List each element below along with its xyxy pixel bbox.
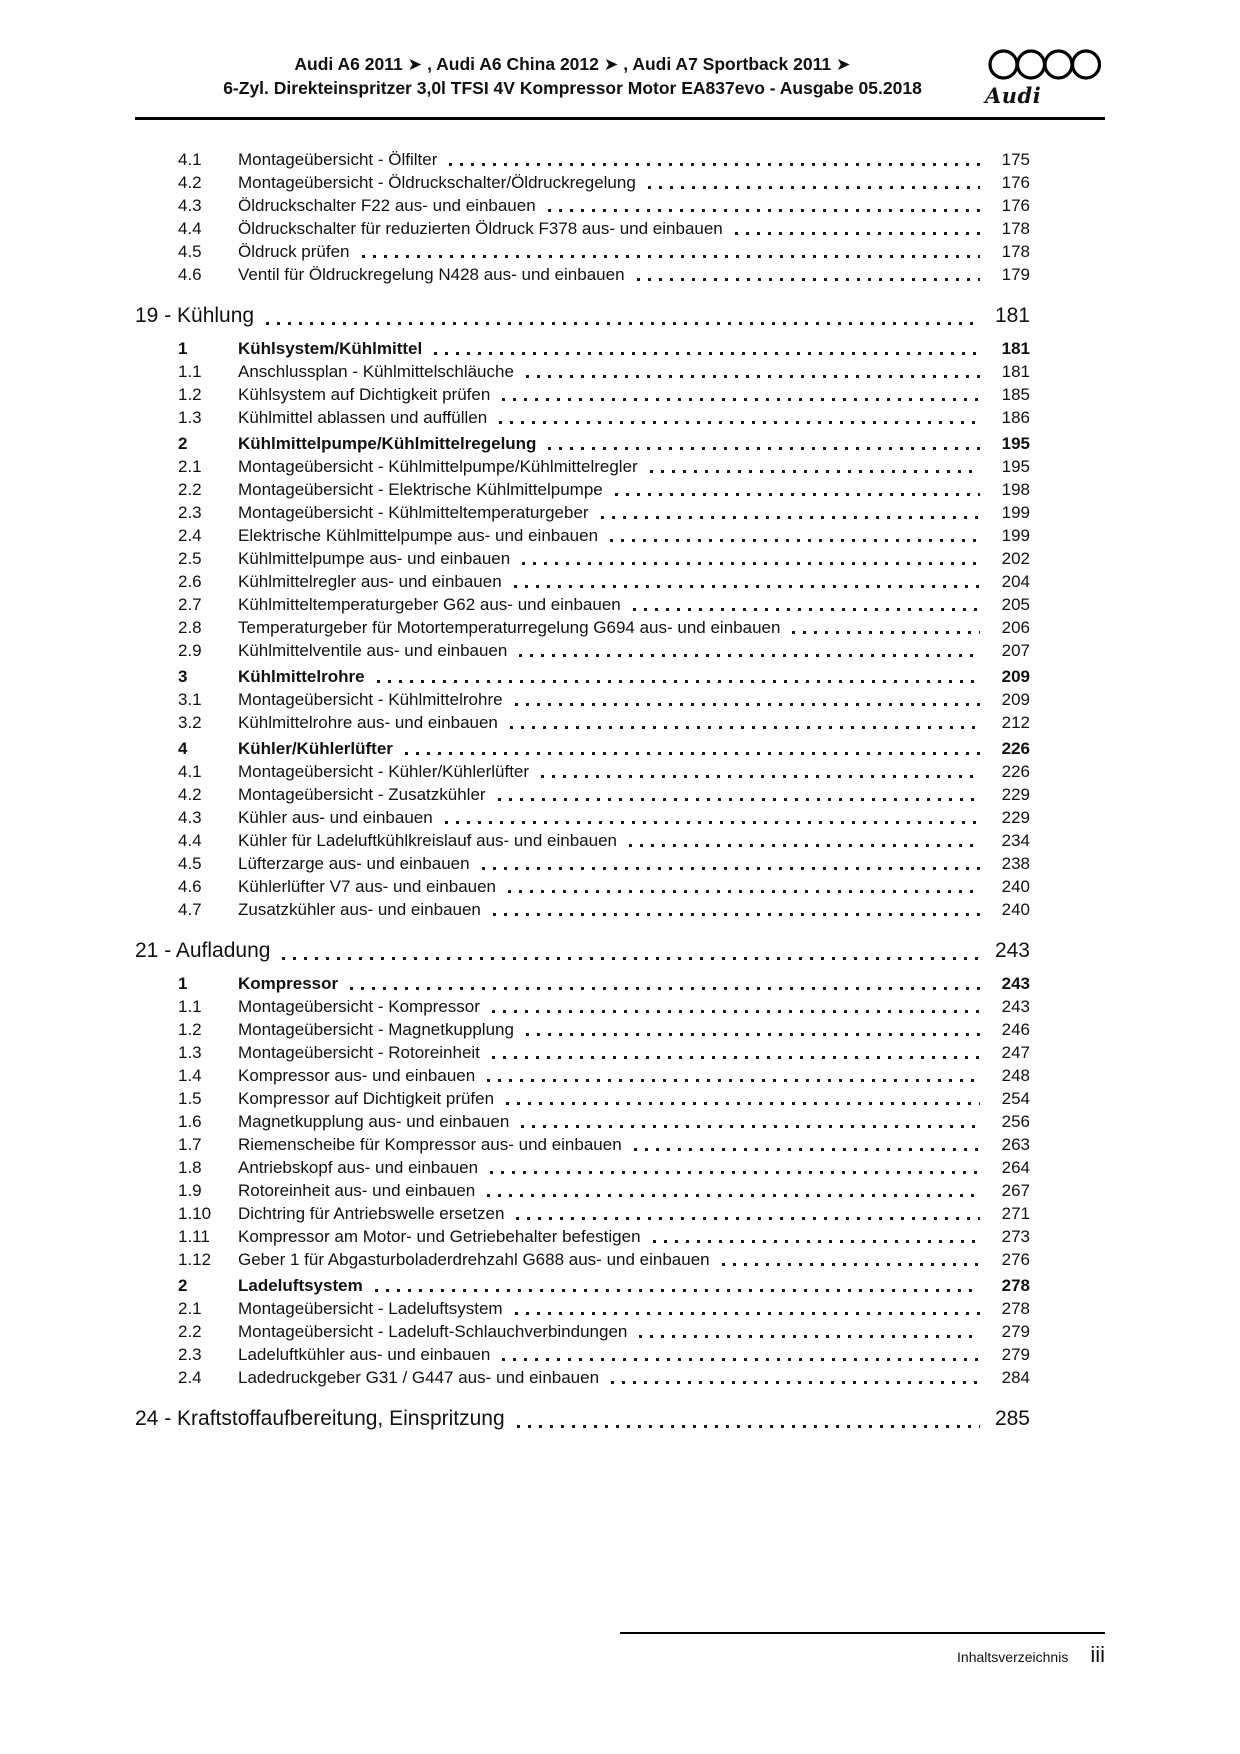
toc-entry-number: 3 bbox=[178, 667, 188, 686]
toc-entry-number: 1.1 bbox=[178, 362, 202, 381]
toc-entry-number: 1.1 bbox=[178, 997, 202, 1016]
toc-row bbox=[135, 570, 1030, 593]
toc-dot-leader bbox=[722, 1263, 980, 1266]
toc-entry-title: Ladeluftsystem bbox=[238, 1276, 363, 1295]
toc-row bbox=[135, 1018, 1030, 1041]
toc-entry-title: Kompressor bbox=[238, 974, 339, 993]
toc-row bbox=[135, 875, 1030, 898]
toc-entry-title: Kühlmittelrohre bbox=[238, 667, 365, 686]
toc-dot-leader bbox=[548, 209, 980, 212]
toc-entry-page: 195 bbox=[1001, 457, 1030, 476]
header-title-block bbox=[135, 52, 1010, 100]
toc-entry-number: 4.3 bbox=[178, 808, 202, 827]
toc-entry-page: 176 bbox=[1001, 173, 1030, 192]
toc-entry-number: 1.12 bbox=[178, 1250, 212, 1269]
toc-row bbox=[135, 478, 1030, 501]
toc-entry-number: 2.6 bbox=[178, 572, 202, 591]
footer-page-number: iii bbox=[1090, 1642, 1105, 1667]
toc-entry-page: 247 bbox=[1001, 1043, 1030, 1062]
toc-entry-page: 195 bbox=[1001, 434, 1030, 453]
toc-row bbox=[135, 1320, 1030, 1343]
toc-dot-leader bbox=[637, 278, 980, 281]
toc-dot-leader bbox=[449, 163, 980, 166]
toc-entry-title: Kompressor auf Dichtigkeit prüfen bbox=[238, 1089, 495, 1108]
toc-entry-title: Riemenscheibe für Kompressor aus- und einbauen bbox=[238, 1135, 622, 1154]
toc-entry-title: Magnetkupplung aus- und einbauen bbox=[238, 1112, 510, 1131]
toc-dot-leader bbox=[526, 375, 980, 378]
toc-entry-title: Montageübersicht - Rotoreinheit bbox=[238, 1043, 480, 1062]
toc-entry-number: 4.5 bbox=[178, 242, 202, 261]
toc-dot-leader bbox=[487, 1194, 980, 1197]
toc-dot-leader bbox=[502, 1358, 980, 1361]
toc-row bbox=[135, 1041, 1030, 1064]
toc-entry-page: 206 bbox=[1001, 618, 1030, 637]
toc-dot-leader bbox=[541, 775, 980, 778]
toc-row bbox=[135, 1202, 1030, 1225]
toc-entry-page: 185 bbox=[1001, 385, 1030, 404]
toc-row bbox=[135, 263, 1030, 286]
toc-dot-leader bbox=[611, 1381, 980, 1384]
toc-dot-leader bbox=[510, 726, 980, 729]
toc-entry-page: 181 bbox=[1001, 362, 1030, 381]
toc-dot-leader bbox=[350, 987, 980, 990]
toc-dot-leader bbox=[498, 798, 980, 801]
toc-entry-number: 4.3 bbox=[178, 196, 202, 215]
toc-entry-number: 4.4 bbox=[178, 219, 202, 238]
toc-entry-page: 279 bbox=[1001, 1322, 1030, 1341]
toc-entry-page: 186 bbox=[1001, 408, 1030, 427]
toc-row bbox=[135, 898, 1030, 921]
toc-entry-page: 240 bbox=[1001, 900, 1030, 919]
toc-row bbox=[135, 432, 1030, 455]
toc-entry-number: 2.8 bbox=[178, 618, 202, 637]
header-model-line: Audi A6 2011 ➤ , Audi A6 China 2012 ➤ , Audi A7 Sportback 2011 ➤ bbox=[294, 54, 851, 74]
toc-entry-number: 3.1 bbox=[178, 690, 202, 709]
toc-entry-title: Temperaturgeber für Motortemperaturregelung G694 aus- und einbauen bbox=[238, 618, 781, 637]
toc-chapter-row bbox=[135, 302, 1030, 330]
toc-entry-page: 285 bbox=[994, 1407, 1030, 1430]
toc-dot-leader bbox=[653, 1240, 980, 1243]
toc-dot-leader bbox=[601, 516, 980, 519]
toc-entry-title: Elektrische Kühlmittelpumpe aus- und einbauen bbox=[238, 526, 599, 545]
toc-row bbox=[135, 593, 1030, 616]
toc-dot-leader bbox=[492, 1056, 980, 1059]
toc-entry-number: 1.6 bbox=[178, 1112, 202, 1131]
toc-entry-title: Montageübersicht - Ladeluftsystem bbox=[238, 1299, 503, 1318]
toc-dot-leader bbox=[506, 1102, 980, 1105]
toc-row bbox=[135, 1248, 1030, 1271]
toc-entry-page: 284 bbox=[1001, 1368, 1030, 1387]
toc-row bbox=[135, 665, 1030, 688]
toc-entry-page: 243 bbox=[1001, 997, 1030, 1016]
toc-row bbox=[135, 337, 1030, 360]
toc-entry-page: 226 bbox=[1001, 762, 1030, 781]
toc-entry-number: 1.3 bbox=[178, 1043, 202, 1062]
toc-entry-page: 248 bbox=[1001, 1066, 1030, 1085]
toc-entry-page: 246 bbox=[1001, 1020, 1030, 1039]
toc-dot-leader bbox=[487, 1079, 980, 1082]
toc-row bbox=[135, 806, 1030, 829]
toc-entry-page: 198 bbox=[1001, 480, 1030, 499]
toc-entry-number: 2.1 bbox=[178, 1299, 202, 1318]
toc-dot-leader bbox=[639, 1335, 980, 1338]
toc-dot-leader bbox=[490, 1171, 980, 1174]
toc-entry-page: 175 bbox=[1001, 150, 1030, 169]
toc-entry-number: 1.7 bbox=[178, 1135, 202, 1154]
toc-entry-number: 2.2 bbox=[178, 480, 202, 499]
toc-dot-leader bbox=[633, 608, 980, 611]
toc-row bbox=[135, 171, 1030, 194]
toc-entry-title: Montageübersicht - Öldruckschalter/Öldruckregelung bbox=[238, 173, 636, 192]
toc-entry-number: 1.3 bbox=[178, 408, 202, 427]
toc-entry-number: 1.8 bbox=[178, 1158, 202, 1177]
toc-entry-number: 4.7 bbox=[178, 900, 202, 919]
toc-entry-title: Montageübersicht - Magnetkupplung bbox=[238, 1020, 514, 1039]
toc-row bbox=[135, 1064, 1030, 1087]
toc-row bbox=[135, 406, 1030, 429]
toc-row bbox=[135, 1156, 1030, 1179]
toc-entry-number: 4.2 bbox=[178, 173, 202, 192]
toc-entry-number: 2.4 bbox=[178, 1368, 202, 1387]
toc-entry-number: 4.1 bbox=[178, 762, 202, 781]
toc-row bbox=[135, 217, 1030, 240]
toc-chapter-row bbox=[135, 1405, 1030, 1433]
toc-entry-title: Zusatzkühler aus- und einbauen bbox=[238, 900, 481, 919]
toc-entry-title: 21 - Aufladung bbox=[135, 939, 271, 962]
toc-entry-title: Montageübersicht - Zusatzkühler bbox=[238, 785, 486, 804]
toc-dot-leader bbox=[375, 1289, 980, 1292]
toc-dot-leader bbox=[405, 752, 980, 755]
toc-dot-leader bbox=[648, 186, 980, 189]
toc-row bbox=[135, 737, 1030, 760]
toc-entry-title: Kühler aus- und einbauen bbox=[238, 808, 433, 827]
toc-entry-title: Rotoreinheit aus- und einbauen bbox=[238, 1181, 476, 1200]
toc-row bbox=[135, 524, 1030, 547]
toc-dot-leader bbox=[514, 585, 980, 588]
toc-dot-leader bbox=[615, 493, 980, 496]
toc-row bbox=[135, 1087, 1030, 1110]
toc-entry-page: 207 bbox=[1001, 641, 1030, 660]
toc-entry-page: 209 bbox=[1001, 690, 1030, 709]
brand-block bbox=[985, 48, 1105, 108]
toc-row bbox=[135, 972, 1030, 995]
toc-entry-page: 267 bbox=[1001, 1181, 1030, 1200]
toc-dot-leader bbox=[434, 352, 980, 355]
toc-row bbox=[135, 829, 1030, 852]
toc-row bbox=[135, 1110, 1030, 1133]
toc-entry-title: Öldruck prüfen bbox=[238, 242, 350, 261]
toc-entry-page: 202 bbox=[1001, 549, 1030, 568]
toc-entry-page: 263 bbox=[1001, 1135, 1030, 1154]
toc-entry-number: 4.5 bbox=[178, 854, 202, 873]
toc-entry-number: 1.5 bbox=[178, 1089, 202, 1108]
toc-dot-leader bbox=[492, 1010, 980, 1013]
toc-entry-page: 178 bbox=[1001, 242, 1030, 261]
toc-entry-page: 243 bbox=[1001, 974, 1030, 993]
toc-entry-page: 271 bbox=[1001, 1204, 1030, 1223]
toc-row bbox=[135, 547, 1030, 570]
toc-entry-title: Kompressor aus- und einbauen bbox=[238, 1066, 476, 1085]
toc-entry-number: 4.6 bbox=[178, 877, 202, 896]
header-engine-line: 6-Zyl. Direkteinspritzer 3,0l TFSI 4V Kompressor Motor EA837evo - Ausgabe 05.2018 bbox=[223, 78, 922, 98]
toc-entry-title: Kühlsystem auf Dichtigkeit prüfen bbox=[238, 385, 491, 404]
toc-entry-page: 199 bbox=[1001, 526, 1030, 545]
toc-entry-page: 240 bbox=[1001, 877, 1030, 896]
toc-entry-number: 2.2 bbox=[178, 1322, 202, 1341]
toc-entry-page: 212 bbox=[1001, 713, 1030, 732]
toc-entry-page: 205 bbox=[1001, 595, 1030, 614]
toc-entry-title: Kühlmitteltemperaturgeber G62 aus- und einbauen bbox=[238, 595, 621, 614]
toc-list bbox=[135, 148, 1105, 1440]
toc-entry-page: 279 bbox=[1001, 1345, 1030, 1364]
toc-entry-title: Montageübersicht - Ladeluft-Schlauchverbindungen bbox=[238, 1322, 628, 1341]
toc-entry-title: Kühlmittel ablassen und auffüllen bbox=[238, 408, 488, 427]
toc-entry-title: Geber 1 für Abgasturboladerdrehzahl G688 aus- und einbauen bbox=[238, 1250, 710, 1269]
toc-row bbox=[135, 240, 1030, 263]
toc-entry-title: Lüfterzarge aus- und einbauen bbox=[238, 854, 470, 873]
toc-row bbox=[135, 1274, 1030, 1297]
toc-entry-page: 181 bbox=[994, 304, 1030, 327]
toc-entry-title: Anschlussplan - Kühlmittelschläuche bbox=[238, 362, 514, 381]
toc-row bbox=[135, 148, 1030, 171]
toc-row bbox=[135, 639, 1030, 662]
toc-entry-page: 256 bbox=[1001, 1112, 1030, 1131]
toc-entry-title: Montageübersicht - Kühlmittelpumpe/Kühlmittelregler bbox=[238, 457, 638, 476]
toc-row bbox=[135, 688, 1030, 711]
toc-entry-number: 1 bbox=[178, 339, 188, 358]
toc-entry-number: 2.5 bbox=[178, 549, 202, 568]
toc-entry-number: 2 bbox=[178, 434, 188, 453]
toc-entry-title: Kühlmittelregler aus- und einbauen bbox=[238, 572, 502, 591]
toc-entry-number: 4 bbox=[178, 739, 188, 758]
toc-entry-number: 1.11 bbox=[178, 1227, 210, 1246]
toc-entry-number: 4.6 bbox=[178, 265, 202, 284]
toc-entry-title: Öldruckschalter für reduzierten Öldruck F378 aus- und einbauen bbox=[238, 219, 723, 238]
toc-entry-title: Öldruckschalter F22 aus- und einbauen bbox=[238, 196, 536, 215]
toc-row bbox=[135, 1343, 1030, 1366]
toc-entry-page: 176 bbox=[1001, 196, 1030, 215]
toc-row bbox=[135, 783, 1030, 806]
toc-entry-number: 4.2 bbox=[178, 785, 202, 804]
toc-entry-title: Ventil für Öldruckregelung N428 aus- und einbauen bbox=[238, 265, 625, 284]
toc-dot-leader bbox=[735, 232, 980, 235]
toc-entry-page: 254 bbox=[1001, 1089, 1030, 1108]
toc-row bbox=[135, 383, 1030, 406]
toc-dot-leader bbox=[522, 562, 980, 565]
toc-dot-leader bbox=[499, 421, 980, 424]
toc-dot-leader bbox=[377, 680, 980, 683]
toc-dot-leader bbox=[629, 844, 980, 847]
toc-entry-page: 209 bbox=[1001, 667, 1030, 686]
toc-row bbox=[135, 1179, 1030, 1202]
toc-dot-leader bbox=[515, 1312, 980, 1315]
toc-dot-leader bbox=[445, 821, 980, 824]
toc-row bbox=[135, 455, 1030, 478]
toc-row bbox=[135, 1297, 1030, 1320]
toc-entry-title: Kühlerlüfter V7 aus- und einbauen bbox=[238, 877, 497, 896]
toc-entry-page: 264 bbox=[1001, 1158, 1030, 1177]
toc-dot-leader bbox=[650, 470, 980, 473]
toc-entry-page: 238 bbox=[1001, 854, 1030, 873]
audi-rings-icon bbox=[985, 48, 1105, 81]
toc-entry-number: 1.2 bbox=[178, 385, 202, 404]
toc-entry-title: Kühlsystem/Kühlmittel bbox=[238, 339, 423, 358]
toc-entry-title: Kühlmittelventile aus- und einbauen bbox=[238, 641, 508, 660]
toc-dot-leader bbox=[515, 703, 980, 706]
toc-dot-leader bbox=[508, 890, 980, 893]
toc-entry-title: Montageübersicht - Kühlmitteltemperaturgeber bbox=[238, 503, 589, 522]
toc-dot-leader bbox=[362, 255, 981, 258]
toc-entry-page: 273 bbox=[1001, 1227, 1030, 1246]
toc-entry-number: 1.4 bbox=[178, 1066, 202, 1085]
toc-entry-title: 24 - Kraftstoffaufbereitung, Einspritzung bbox=[135, 1407, 505, 1430]
toc-chapter-row bbox=[135, 937, 1030, 965]
toc-entry-title: Ladeluftkühler aus- und einbauen bbox=[238, 1345, 491, 1364]
toc-row bbox=[135, 501, 1030, 524]
toc-row bbox=[135, 760, 1030, 783]
toc-dot-leader bbox=[792, 631, 980, 634]
toc-entry-number: 1.2 bbox=[178, 1020, 202, 1039]
toc-entry-title: 19 - Kühlung bbox=[135, 304, 255, 327]
toc-row bbox=[135, 616, 1030, 639]
toc-entry-number: 1.9 bbox=[178, 1181, 202, 1200]
toc-dot-leader bbox=[519, 654, 980, 657]
toc-entry-title: Kühlmittelpumpe/Kühlmittelregelung bbox=[238, 434, 537, 453]
toc-row bbox=[135, 711, 1030, 734]
toc-row bbox=[135, 360, 1030, 383]
toc-entry-page: 278 bbox=[1001, 1276, 1030, 1295]
toc-row bbox=[135, 1225, 1030, 1248]
toc-entry-number: 2.3 bbox=[178, 503, 202, 522]
toc-entry-title: Kühlmittelrohre aus- und einbauen bbox=[238, 713, 498, 732]
toc-entry-number: 3.2 bbox=[178, 713, 202, 732]
toc-entry-title: Antriebskopf aus- und einbauen bbox=[238, 1158, 479, 1177]
toc-dot-leader bbox=[634, 1148, 980, 1151]
toc-entry-page: 234 bbox=[1001, 831, 1030, 850]
toc-dot-leader bbox=[516, 1217, 980, 1220]
toc-row bbox=[135, 995, 1030, 1018]
toc-entry-page: 199 bbox=[1001, 503, 1030, 522]
toc-entry-number: 2 bbox=[178, 1276, 188, 1295]
toc-entry-page: 181 bbox=[1001, 339, 1030, 358]
toc-entry-number: 1.10 bbox=[178, 1204, 212, 1223]
toc-entry-number: 2.7 bbox=[178, 595, 202, 614]
toc-entry-title: Kühler/Kühlerlüfter bbox=[238, 739, 393, 758]
toc-entry-title: Montageübersicht - Kühlmittelrohre bbox=[238, 690, 503, 709]
toc-dot-leader bbox=[266, 322, 980, 325]
toc-entry-title: Kühlmittelpumpe aus- und einbauen bbox=[238, 549, 511, 568]
toc-entry-number: 2.1 bbox=[178, 457, 202, 476]
toc-entry-page: 226 bbox=[1001, 739, 1030, 758]
toc-entry-page: 204 bbox=[1001, 572, 1030, 591]
toc-row bbox=[135, 1133, 1030, 1156]
toc-dot-leader bbox=[493, 913, 980, 916]
audi-wordmark: Audi bbox=[985, 83, 1042, 108]
toc-row bbox=[135, 194, 1030, 217]
toc-dot-leader bbox=[526, 1033, 980, 1036]
toc-entry-number: 2.3 bbox=[178, 1345, 202, 1364]
toc-entry-number: 4.1 bbox=[178, 150, 202, 169]
toc-dot-leader bbox=[548, 447, 980, 450]
toc-entry-title: Dichtring für Antriebswelle ersetzen bbox=[238, 1204, 505, 1223]
toc-entry-title: Montageübersicht - Elektrische Kühlmittelpumpe bbox=[238, 480, 603, 499]
page-footer bbox=[620, 1632, 1105, 1668]
toc-entry-page: 178 bbox=[1001, 219, 1030, 238]
toc-entry-page: 229 bbox=[1001, 808, 1030, 827]
toc-entry-title: Ladedruckgeber G31 / G447 aus- und einbauen bbox=[238, 1368, 600, 1387]
toc-entry-number: 4.4 bbox=[178, 831, 202, 850]
footer-label: Inhaltsverzeichnis bbox=[957, 1649, 1069, 1665]
toc-row bbox=[135, 1366, 1030, 1389]
toc-entry-number: 1 bbox=[178, 974, 188, 993]
toc-entry-title: Kompressor am Motor- und Getriebehalter befestigen bbox=[238, 1227, 641, 1246]
toc-entry-page: 179 bbox=[1001, 265, 1030, 284]
toc-dot-leader bbox=[502, 398, 980, 401]
toc-entry-title: Kühler für Ladeluftkühlkreislauf aus- und einbauen bbox=[238, 831, 617, 850]
toc-entry-page: 243 bbox=[994, 939, 1030, 962]
toc-dot-leader bbox=[610, 539, 980, 542]
toc-entry-title: Montageübersicht - Kompressor bbox=[238, 997, 480, 1016]
toc-entry-page: 229 bbox=[1001, 785, 1030, 804]
page-header bbox=[135, 0, 1105, 120]
toc-entry-title: Montageübersicht - Ölfilter bbox=[238, 150, 438, 169]
toc-entry-number: 2.4 bbox=[178, 526, 202, 545]
toc-entry-page: 278 bbox=[1001, 1299, 1030, 1318]
toc-dot-leader bbox=[482, 867, 980, 870]
toc-dot-leader bbox=[517, 1425, 980, 1428]
toc-entry-page: 276 bbox=[1001, 1250, 1030, 1269]
toc-dot-leader bbox=[521, 1125, 980, 1128]
toc-row bbox=[135, 852, 1030, 875]
toc-entry-title: Montageübersicht - Kühler/Kühlerlüfter bbox=[238, 762, 530, 781]
toc-entry-number: 2.9 bbox=[178, 641, 202, 660]
toc-dot-leader bbox=[282, 957, 980, 960]
